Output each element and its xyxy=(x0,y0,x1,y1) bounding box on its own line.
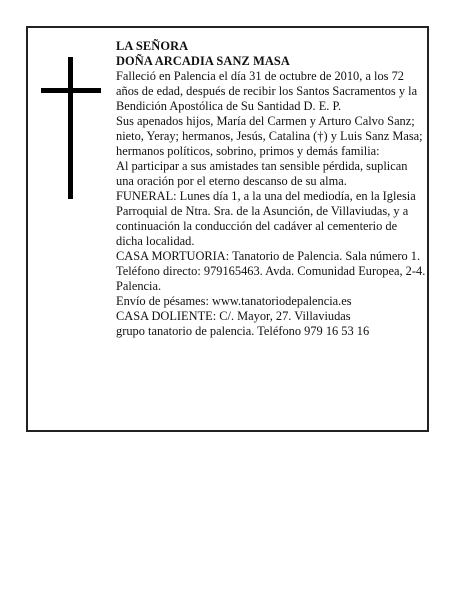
funeral-group-phone: grupo tanatorio de palencia. Teléfono 979 16 53 16 xyxy=(116,324,370,338)
cross-icon xyxy=(41,57,101,199)
cross-horizontal-bar xyxy=(41,88,101,93)
family-home-address: CASA DOLIENTE: C/. Mayor, 27. Villaviudas xyxy=(116,309,351,323)
deceased-name: DOÑA ARCADIA SANZ MASA xyxy=(116,54,290,68)
family-list: Sus apenados hijos, María del Carmen y Arturo Calvo Sanz; nieto, Yeray; hermanos, Jesús, Catalina (†) y Luis Sanz Masa; hermanos políticos, sobrino, primos y demás familia: xyxy=(116,114,423,158)
notice-text xyxy=(116,39,426,339)
notice-title: LA SEÑORA xyxy=(116,39,189,53)
prayer-request: Al participar a sus amistades tan sensible pérdida, suplican una oración por el eterno descanso de su alma. xyxy=(116,159,408,188)
condolences-website: Envío de pésames: www.tanatoriodepalencia.es xyxy=(116,294,352,308)
death-announcement: Falleció en Palencia el día 31 de octubre de 2010, a los 72 años de edad, después de recibir los Santos Sacramentos y la Bendición Apostólica de Su Santidad D. E. P. xyxy=(116,69,418,113)
funeral-details: FUNERAL: Lunes día 1, a la una del mediodía, en la Iglesia Parroquial de Ntra. Sra. de la Asunción, de Villaviudas, y a continuación la conducción del cadáver al cementerio de dicha localidad. xyxy=(116,189,416,248)
cross-vertical-bar xyxy=(68,57,73,199)
funeral-home-details: CASA MORTUORIA: Tanatorio de Palencia. Sala número 1. Teléfono directo: 979165463. Avda. Comunidad Europea, 2-4. Palencia. xyxy=(116,249,426,293)
obituary-notice xyxy=(26,26,429,432)
